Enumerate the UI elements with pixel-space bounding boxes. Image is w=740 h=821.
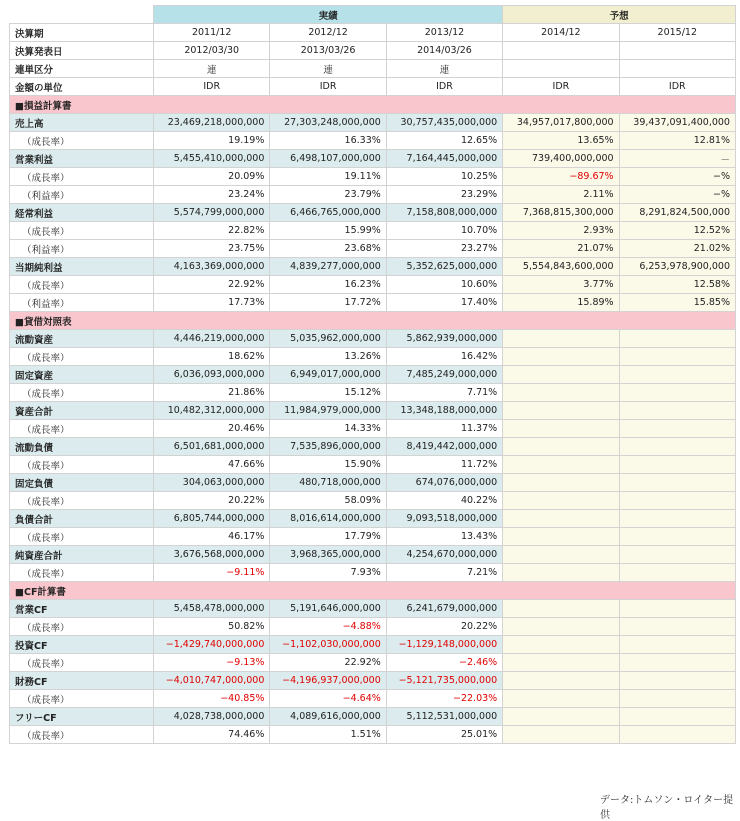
value-cell: 16.23% — [270, 276, 386, 294]
value-cell: 9,093,518,000,000 — [386, 510, 502, 528]
value-cell: 21.86% — [154, 384, 270, 402]
meta-value-cell: IDR — [154, 78, 270, 96]
metric-label: 営業利益 — [10, 150, 154, 168]
meta-label: 金額の単位 — [10, 78, 154, 96]
meta-value-cell: 連 — [154, 60, 270, 78]
value-cell: 10.70% — [386, 222, 502, 240]
value-cell: 15.85% — [619, 294, 735, 312]
meta-label: 決算発表日 — [10, 42, 154, 60]
value-cell: 3,968,365,000,000 — [270, 546, 386, 564]
value-cell: 1.51% — [270, 726, 386, 744]
ratio-label: （利益率） — [10, 240, 154, 258]
value-cell — [503, 438, 619, 456]
ratio-row — [10, 618, 736, 636]
value-cell: 11,984,979,000,000 — [270, 402, 386, 420]
value-cell: −% — [619, 186, 735, 204]
ratio-row — [10, 564, 736, 582]
value-cell — [619, 564, 735, 582]
value-cell: 4,163,369,000,000 — [154, 258, 270, 276]
metric-row — [10, 204, 736, 222]
value-cell — [619, 366, 735, 384]
meta-value-cell: 2014/12 — [503, 24, 619, 42]
metric-row — [10, 636, 736, 654]
value-cell: 14.33% — [270, 420, 386, 438]
value-cell — [503, 708, 619, 726]
meta-value-cell: IDR — [270, 78, 386, 96]
meta-value-cell — [503, 60, 619, 78]
value-cell: 2.11% — [503, 186, 619, 204]
value-cell: 5,458,478,000,000 — [154, 600, 270, 618]
ratio-label: （利益率） — [10, 294, 154, 312]
value-cell: 23,469,218,000,000 — [154, 114, 270, 132]
ratio-row — [10, 690, 736, 708]
value-cell — [619, 438, 735, 456]
metric-label: 流動資産 — [10, 330, 154, 348]
ratio-row — [10, 186, 736, 204]
metric-row — [10, 258, 736, 276]
financial-table-container — [9, 5, 735, 744]
value-cell — [619, 402, 735, 420]
value-cell: 5,112,531,000,000 — [386, 708, 502, 726]
value-cell — [619, 474, 735, 492]
ratio-label: （成長率） — [10, 132, 154, 150]
ratio-row — [10, 654, 736, 672]
ratio-row — [10, 132, 736, 150]
value-cell — [619, 456, 735, 474]
section-header-row — [10, 312, 736, 330]
value-cell: −1,102,030,000,000 — [270, 636, 386, 654]
value-cell: −2.46% — [386, 654, 502, 672]
meta-row — [10, 78, 736, 96]
value-cell — [503, 618, 619, 636]
value-cell — [619, 546, 735, 564]
value-cell — [503, 636, 619, 654]
meta-value-cell: 2013/12 — [386, 24, 502, 42]
value-cell — [503, 690, 619, 708]
value-cell: 5,554,843,600,000 — [503, 258, 619, 276]
value-cell: 74.46% — [154, 726, 270, 744]
value-cell: −9.13% — [154, 654, 270, 672]
value-cell: 6,501,681,000,000 — [154, 438, 270, 456]
value-cell: 7.93% — [270, 564, 386, 582]
value-cell: 4,089,616,000,000 — [270, 708, 386, 726]
value-cell: 16.42% — [386, 348, 502, 366]
ratio-label: （成長率） — [10, 168, 154, 186]
value-cell: −22.03% — [386, 690, 502, 708]
section-header-row — [10, 96, 736, 114]
metric-label: 財務CF — [10, 672, 154, 690]
value-cell: 19.19% — [154, 132, 270, 150]
value-cell: 21.07% — [503, 240, 619, 258]
ratio-row — [10, 456, 736, 474]
meta-value-cell — [619, 42, 735, 60]
value-cell: 12.65% — [386, 132, 502, 150]
value-cell: 7.21% — [386, 564, 502, 582]
ratio-row — [10, 726, 736, 744]
value-cell — [503, 420, 619, 438]
value-cell: 23.75% — [154, 240, 270, 258]
value-cell — [619, 654, 735, 672]
metric-row — [10, 474, 736, 492]
value-cell: 15.12% — [270, 384, 386, 402]
value-cell — [503, 600, 619, 618]
metric-row — [10, 708, 736, 726]
value-cell: 12.58% — [619, 276, 735, 294]
ratio-label: （成長率） — [10, 618, 154, 636]
metric-row — [10, 600, 736, 618]
period-group-header-row — [10, 6, 736, 24]
value-cell: 25.01% — [386, 726, 502, 744]
value-cell — [503, 564, 619, 582]
value-cell: 13,348,188,000,000 — [386, 402, 502, 420]
section-title: ■CF計算書 — [10, 582, 736, 600]
value-cell: 17.79% — [270, 528, 386, 546]
meta-value-cell: 2014/03/26 — [386, 42, 502, 60]
value-cell — [619, 672, 735, 690]
actual-results-header: 実績 — [154, 6, 503, 24]
metric-label: 固定負債 — [10, 474, 154, 492]
metric-label: フリーCF — [10, 708, 154, 726]
value-cell — [503, 366, 619, 384]
value-cell: 40.22% — [386, 492, 502, 510]
metric-row — [10, 366, 736, 384]
value-cell: 8,291,824,500,000 — [619, 204, 735, 222]
value-cell — [619, 618, 735, 636]
meta-row — [10, 60, 736, 78]
value-cell: 6,036,093,000,000 — [154, 366, 270, 384]
value-cell: 17.40% — [386, 294, 502, 312]
meta-value-cell: 連 — [270, 60, 386, 78]
value-cell — [619, 348, 735, 366]
value-cell: 12.52% — [619, 222, 735, 240]
metric-row — [10, 402, 736, 420]
value-cell: 23.27% — [386, 240, 502, 258]
value-cell: 4,254,670,000,000 — [386, 546, 502, 564]
data-source-credit: データ:トムソン・ロイター提供 — [600, 795, 734, 821]
section-title: ■損益計算書 — [10, 96, 736, 114]
value-cell: 7,535,896,000,000 — [270, 438, 386, 456]
value-cell: 6,498,107,000,000 — [270, 150, 386, 168]
ratio-label: （成長率） — [10, 690, 154, 708]
value-cell: 5,862,939,000,000 — [386, 330, 502, 348]
value-cell: 10.25% — [386, 168, 502, 186]
value-cell: 20.09% — [154, 168, 270, 186]
value-cell: −% — [619, 168, 735, 186]
value-cell — [619, 420, 735, 438]
value-cell — [619, 510, 735, 528]
value-cell: 7.71% — [386, 384, 502, 402]
metric-label: 資産合計 — [10, 402, 154, 420]
value-cell: 5,455,410,000,000 — [154, 150, 270, 168]
value-cell: 22.92% — [154, 276, 270, 294]
ratio-row — [10, 492, 736, 510]
ratio-row — [10, 420, 736, 438]
ratio-label: （成長率） — [10, 654, 154, 672]
value-cell: 47.66% — [154, 456, 270, 474]
value-cell: −4.64% — [270, 690, 386, 708]
value-cell — [503, 654, 619, 672]
value-cell — [503, 726, 619, 744]
value-cell — [503, 546, 619, 564]
value-cell: 11.37% — [386, 420, 502, 438]
value-cell — [503, 528, 619, 546]
meta-value-cell: IDR — [386, 78, 502, 96]
value-cell: 13.43% — [386, 528, 502, 546]
value-cell: −1,429,740,000,000 — [154, 636, 270, 654]
value-cell: 7,368,815,300,000 — [503, 204, 619, 222]
value-cell: 20.22% — [386, 618, 502, 636]
ratio-label: （成長率） — [10, 384, 154, 402]
value-cell: 58.09% — [270, 492, 386, 510]
value-cell: 15.90% — [270, 456, 386, 474]
value-cell — [503, 492, 619, 510]
value-cell: 23.29% — [386, 186, 502, 204]
ratio-row — [10, 168, 736, 186]
value-cell — [619, 330, 735, 348]
metric-row — [10, 510, 736, 528]
metric-label: 固定資産 — [10, 366, 154, 384]
value-cell: 6,949,017,000,000 — [270, 366, 386, 384]
ratio-row — [10, 348, 736, 366]
value-cell: 5,574,799,000,000 — [154, 204, 270, 222]
metric-row — [10, 150, 736, 168]
value-cell: 23.24% — [154, 186, 270, 204]
metric-label: 営業CF — [10, 600, 154, 618]
value-cell: 2.93% — [503, 222, 619, 240]
meta-value-cell: IDR — [503, 78, 619, 96]
ratio-label: （成長率） — [10, 726, 154, 744]
metric-label: 負債合計 — [10, 510, 154, 528]
financial-table — [9, 5, 736, 744]
value-cell: 5,191,646,000,000 — [270, 600, 386, 618]
value-cell: 23.79% — [270, 186, 386, 204]
ratio-row — [10, 294, 736, 312]
value-cell: 19.11% — [270, 168, 386, 186]
meta-value-cell: 連 — [386, 60, 502, 78]
value-cell: 6,253,978,900,000 — [619, 258, 735, 276]
metric-row — [10, 672, 736, 690]
value-cell: 3.77% — [503, 276, 619, 294]
value-cell: 10.60% — [386, 276, 502, 294]
value-cell — [503, 456, 619, 474]
meta-value-cell: 2012/03/30 — [154, 42, 270, 60]
metric-label: 投資CF — [10, 636, 154, 654]
ratio-row — [10, 528, 736, 546]
metric-label: 経常利益 — [10, 204, 154, 222]
ratio-label: （成長率） — [10, 348, 154, 366]
value-cell: 3,676,568,000,000 — [154, 546, 270, 564]
meta-value-cell — [503, 42, 619, 60]
metric-label: 売上高 — [10, 114, 154, 132]
metric-row — [10, 438, 736, 456]
value-cell: −5,121,735,000,000 — [386, 672, 502, 690]
value-cell: −89.67% — [503, 168, 619, 186]
meta-row — [10, 24, 736, 42]
value-cell: −9.11% — [154, 564, 270, 582]
metric-label: 当期純利益 — [10, 258, 154, 276]
value-cell — [503, 672, 619, 690]
value-cell: 7,164,445,000,000 — [386, 150, 502, 168]
value-cell — [619, 690, 735, 708]
value-cell: 16.33% — [270, 132, 386, 150]
value-cell: 12.81% — [619, 132, 735, 150]
value-cell: −1,129,148,000,000 — [386, 636, 502, 654]
value-cell — [503, 402, 619, 420]
value-cell: 17.72% — [270, 294, 386, 312]
value-cell: 46.17% — [154, 528, 270, 546]
ratio-label: （成長率） — [10, 222, 154, 240]
value-cell: 21.02% — [619, 240, 735, 258]
ratio-label: （成長率） — [10, 564, 154, 582]
value-cell: 11.72% — [386, 456, 502, 474]
ratio-row — [10, 240, 736, 258]
value-cell — [619, 726, 735, 744]
forecast-header: 予想 — [503, 6, 736, 24]
meta-value-cell — [619, 60, 735, 78]
value-cell: 22.82% — [154, 222, 270, 240]
ratio-row — [10, 384, 736, 402]
value-cell: −4,010,747,000,000 — [154, 672, 270, 690]
value-cell: 4,028,738,000,000 — [154, 708, 270, 726]
meta-value-cell: 2011/12 — [154, 24, 270, 42]
value-cell: −40.85% — [154, 690, 270, 708]
value-cell — [619, 708, 735, 726]
value-cell: 13.65% — [503, 132, 619, 150]
value-cell: −4,196,937,000,000 — [270, 672, 386, 690]
value-cell: 39,437,091,400,000 — [619, 114, 735, 132]
meta-value-cell: IDR — [619, 78, 735, 96]
value-cell — [619, 384, 735, 402]
ratio-label: （成長率） — [10, 420, 154, 438]
value-cell: 30,757,435,000,000 — [386, 114, 502, 132]
ratio-label: （利益率） — [10, 186, 154, 204]
value-cell: 674,076,000,000 — [386, 474, 502, 492]
value-cell — [503, 384, 619, 402]
value-cell: 304,063,000,000 — [154, 474, 270, 492]
value-cell: 6,466,765,000,000 — [270, 204, 386, 222]
ratio-label: （成長率） — [10, 492, 154, 510]
value-cell — [619, 636, 735, 654]
section-title: ■貸借対照表 — [10, 312, 736, 330]
meta-value-cell: 2015/12 — [619, 24, 735, 42]
value-cell — [503, 474, 619, 492]
value-cell: 50.82% — [154, 618, 270, 636]
value-cell: 4,446,219,000,000 — [154, 330, 270, 348]
metric-row — [10, 546, 736, 564]
metric-label: 流動負債 — [10, 438, 154, 456]
meta-label: 決算期 — [10, 24, 154, 42]
value-cell: 5,352,625,000,000 — [386, 258, 502, 276]
value-cell: 22.92% — [270, 654, 386, 672]
value-cell: 8,419,442,000,000 — [386, 438, 502, 456]
meta-value-cell: 2013/03/26 — [270, 42, 386, 60]
value-cell: 6,241,679,000,000 — [386, 600, 502, 618]
meta-label: 連単区分 — [10, 60, 154, 78]
value-cell: 10,482,312,000,000 — [154, 402, 270, 420]
ratio-row — [10, 222, 736, 240]
value-cell — [619, 600, 735, 618]
value-cell: 739,400,000,000 — [503, 150, 619, 168]
value-cell: 15.89% — [503, 294, 619, 312]
meta-value-cell: 2012/12 — [270, 24, 386, 42]
value-cell: 17.73% — [154, 294, 270, 312]
section-header-row — [10, 582, 736, 600]
ratio-label: （成長率） — [10, 456, 154, 474]
value-cell: 5,035,962,000,000 — [270, 330, 386, 348]
meta-row — [10, 42, 736, 60]
value-cell: － — [619, 150, 735, 168]
value-cell: 18.62% — [154, 348, 270, 366]
value-cell — [503, 330, 619, 348]
value-cell: 6,805,744,000,000 — [154, 510, 270, 528]
ratio-label: （成長率） — [10, 276, 154, 294]
value-cell: 4,839,277,000,000 — [270, 258, 386, 276]
header-blank-cell — [10, 6, 154, 24]
value-cell: 7,485,249,000,000 — [386, 366, 502, 384]
value-cell: 23.68% — [270, 240, 386, 258]
value-cell: 20.22% — [154, 492, 270, 510]
value-cell: 13.26% — [270, 348, 386, 366]
metric-row — [10, 330, 736, 348]
metric-row — [10, 114, 736, 132]
value-cell: 20.46% — [154, 420, 270, 438]
value-cell: 8,016,614,000,000 — [270, 510, 386, 528]
value-cell — [619, 528, 735, 546]
value-cell: 34,957,017,800,000 — [503, 114, 619, 132]
ratio-row — [10, 276, 736, 294]
ratio-label: （成長率） — [10, 528, 154, 546]
value-cell: 15.99% — [270, 222, 386, 240]
value-cell — [619, 492, 735, 510]
value-cell: 27,303,248,000,000 — [270, 114, 386, 132]
metric-label: 純資産合計 — [10, 546, 154, 564]
value-cell — [503, 348, 619, 366]
value-cell: 7,158,808,000,000 — [386, 204, 502, 222]
value-cell: −4.88% — [270, 618, 386, 636]
value-cell: 480,718,000,000 — [270, 474, 386, 492]
value-cell — [503, 510, 619, 528]
